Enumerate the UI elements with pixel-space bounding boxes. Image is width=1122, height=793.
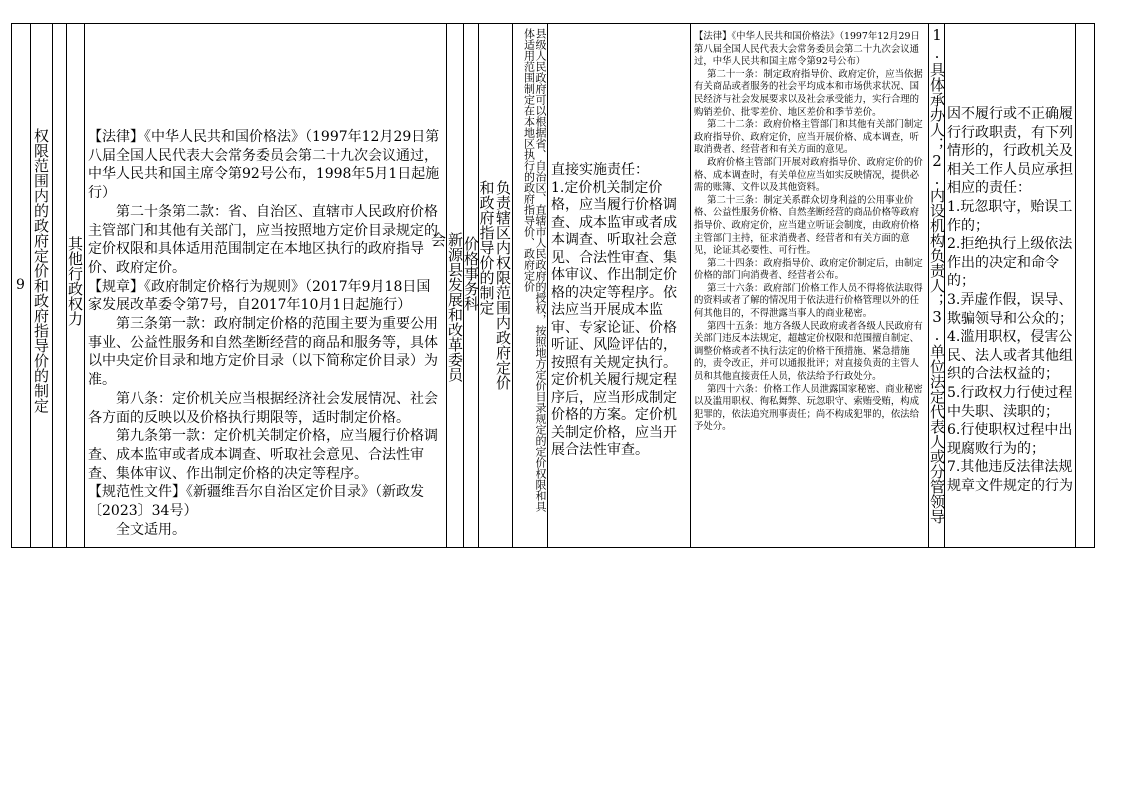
remark-cell [1076, 24, 1094, 547]
matter-type-text: 其他行政权力 [66, 236, 84, 326]
resp-basis-clause: 第二十二条：政府价格主管部门和其他有关部门制定政府指导价、政府定价，应当开展价格、成本调查，听取消费者、经营者和有关方面的意见。 [694, 119, 923, 156]
implementing-department-text: 新源县发展和改革委员会 [429, 232, 464, 382]
resp-basis-clause: 第二十一条：制定政府指导价、政府定价，应当依据有关商品或者服务的社会平均成本和市场供求状况、国民经济与社会发展要求以及社会承受能力，实行合理的购销差价、批零差价、地区差价和季节差价。 [694, 68, 923, 118]
matter-name [32, 128, 51, 448]
resp-basis-clause: 第二十三条：制定关系群众切身利益的公用事业价格、公益性服务价格、自然垄断经营的商品价格等政府指导价、政府定价，应当建立听证会制度，由政府价格主管部门主持，征求消费者、经营者和有关方面的意见，论证其必要性、可行性。 [694, 194, 920, 257]
col-border [547, 23, 548, 548]
basis-normative-clause: 全文适用。 [116, 521, 186, 538]
table-top-border [11, 23, 1095, 24]
responsible-subject [929, 26, 944, 546]
basis-rule-title: 【规章】《政府制定价格行为规则》（2017年9月18日国家发展改革委令第7号，自2017年10月1日起施行） [88, 278, 431, 314]
col-border [1094, 23, 1095, 548]
resp-basis-clause: 第四十五条：地方各级人民政府或者各级人民政府有关部门违反本法规定，超越定价权限和范围擅自制定、调整价格或者不执行法定的价格干预措施、紧急措施的，责令改正，并可以通报批评；对直接负责的主管人员和其他直接责任人员，依法给予行政处分。 [694, 320, 923, 383]
col-border [84, 23, 85, 548]
implementation-condition [513, 28, 546, 518]
accountability-item: 7.其他违反法律法规规章文件规定的行为 [947, 459, 1073, 494]
implementation-condition-text: 县级人民政府可以根据省、自治区、直辖市人民政府的授权，按照地方定价目录规定的定价权限和具体适用范围制定在本地区执行的政府指导价、政府定价 [522, 28, 547, 512]
basis-law-clause: 第二十条第二款：省、自治区、直辖市人民政府价格主管部门和其他有关部门，应当按照地方定价目录规定的定价权限和具体适用范围制定在本地区执行的政府指导价、政府定价。 [88, 203, 438, 276]
accountability-intro: 因不履行或不正确履行行政职责，有下列情形的，行政机关及相关工作人员应承担相应的责任： [947, 106, 1073, 197]
matter-type [67, 236, 83, 356]
handling-division-text: 价格事务科 [462, 236, 480, 311]
responsibility-content [477, 180, 512, 400]
basis-rule-clause: 第八条：定价机关应当根据经济社会发展情况、社会各方面的反映以及价格执行期限等，适时制定价格。 [88, 390, 438, 426]
resp-basis-clause: 第三十六条：政府部门价格工作人员不得将依法取得的资料或者了解的情况用于依法进行价格管理以外的任何其他目的，不得泄露当事人的商业秘密。 [694, 282, 923, 320]
basis-law-title: 【法律】《中华人民共和国价格法》（1997年12月29日第八届全国人民代表大会常务委员会第二十九次会议通过，中华人民共和国主席令第92号公布，1998年5月1日起施行） [88, 129, 440, 202]
responsibility-content-text: 负责辖区内权限范围内政府定价和政府指导价的制定 [477, 180, 512, 390]
row-number-text: 9 [16, 277, 25, 293]
matter-name-text: 权限范围内的政府定价和政府指导价的制定 [32, 128, 50, 413]
legal-basis [88, 128, 442, 538]
responsible-subject-text: 1.具体承办人；2.内设机构负责人；3.单位法定代表人或分管领导 [928, 26, 946, 524]
handling-division [464, 236, 478, 346]
responsibility-items [551, 162, 687, 458]
responsibility-basis [694, 31, 925, 543]
col-border [690, 23, 691, 548]
accountability-item: 4.滥用职权，侵害公民、法人或者其他组织的合法权益的； [947, 329, 1073, 383]
accountability-item: 1.玩忽职守，贻误工作的； [947, 198, 1073, 234]
accountability-item: 3.弄虚作假，误导、欺骗领导和公众的； [947, 291, 1073, 327]
row-number [11, 276, 30, 295]
implementing-department [429, 232, 464, 382]
accountability-item: 2.拒绝执行上级依法作出的决定和命令的； [947, 236, 1073, 290]
accountability-cases [947, 105, 1073, 494]
basis-rule-clause: 第九条第一款：定价机关制定价格，应当履行价格调查、成本监审或者成本调查、听取社会意见、合法性审查、集体审议、作出制定价格的决定等程序。 [88, 428, 438, 482]
resp-basis-law-title: 【法律】《中华人民共和国价格法》（1997年12月29日第八届全国人民代表大会常务委员会第二十九次会议通过，中华人民共和国主席令第92号公布） [694, 31, 920, 68]
sub-item-cell [53, 24, 65, 547]
resp-basis-clause: 第二十四条：政府指导价、政府定价制定后，由制定价格的部门向消费者、经营者公布。 [694, 257, 923, 282]
resp-basis-clause: 政府价格主管部门开展对政府指导价、政府定价的价格、成本调查时，有关单位应当如实反映情况，提供必需的账簿、文件以及其他资料。 [694, 156, 923, 194]
basis-normative-title: 【规范性文件】《新疆维吾尔自治区定价目录》（新政发〔2023〕34号） [88, 484, 424, 520]
accountability-item: 6.行使职权过程中出现腐败行为的； [947, 422, 1073, 457]
table-bottom-border [11, 547, 1095, 548]
accountability-item: 5.行政权力行使过程中失职、渎职的； [947, 384, 1073, 420]
basis-rule-clause: 第三条第一款：政府制定价格的范围主要为重要公用事业、公益性服务和自然垄断经营的商品和服务等，具体以中央定价目录和地方定价目录（以下简称定价目录）为准。 [88, 316, 438, 389]
responsibility-text: 1.定价机关制定价格，应当履行价格调查、成本监审或者成本调查、听取社会意见、合法性审查、集体审议、作出制定价格的决定等程序。依法应当开展成本监审、专家论证、价格听证、风险评估的，按照有关规定执行。定价机关履行规定程序后，应当形成制定价格的方案。定价机关制定价格，应当开展合法性审查。 [551, 179, 677, 458]
responsibility-title: 直接实施责任： [551, 162, 649, 178]
resp-basis-clause: 第四十六条：价格工作人员泄露国家秘密、商业秘密以及滥用职权、徇私舞弊、玩忽职守、索贿受贿，构成犯罪的，依法追究刑事责任；尚不构成犯罪的，依法给予处分。 [694, 383, 923, 433]
